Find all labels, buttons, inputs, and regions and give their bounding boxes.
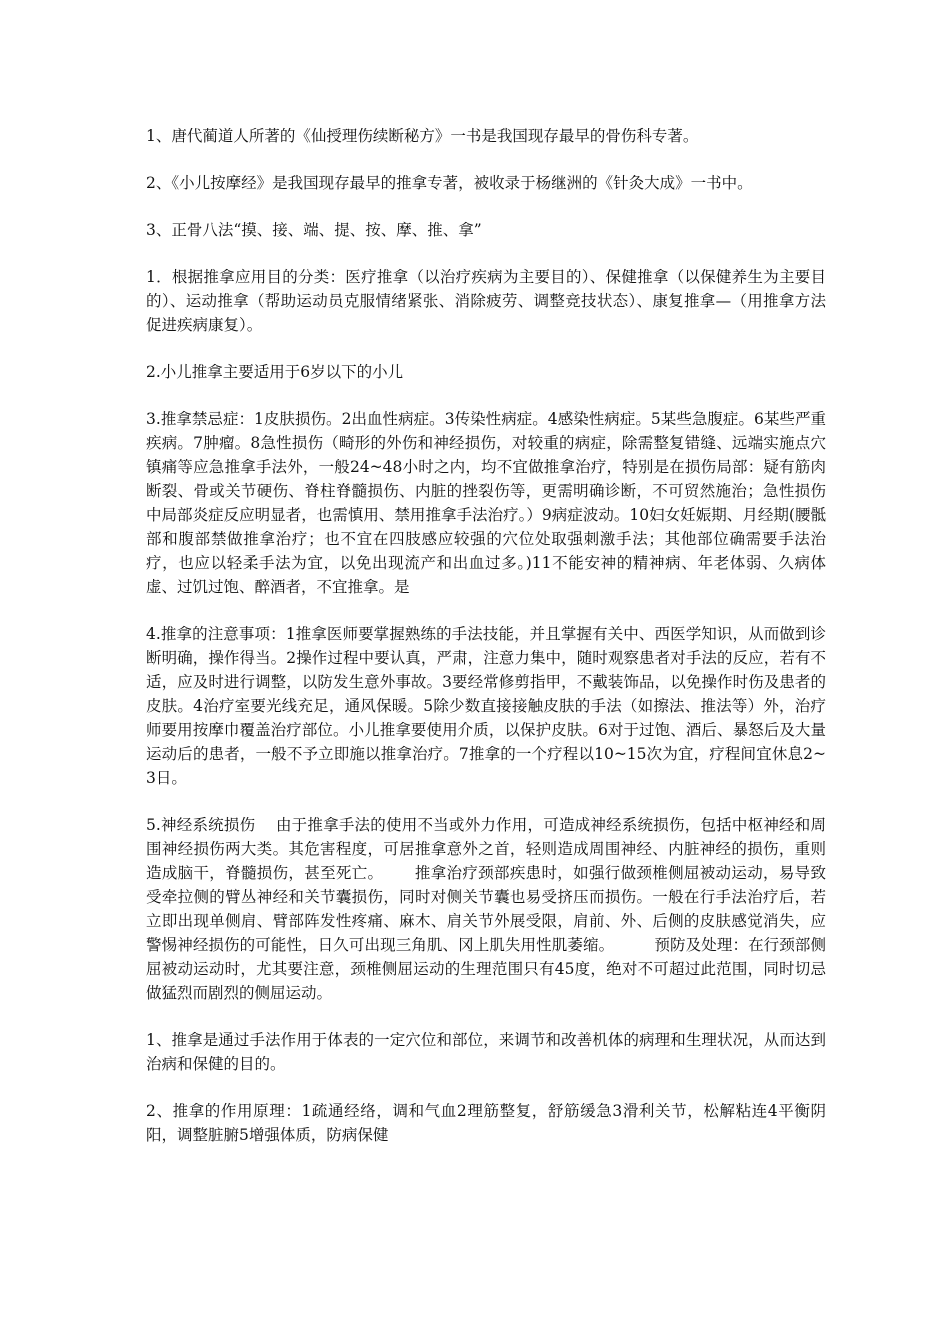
paragraph-5: 2.小儿推拿主要适用于6岁以下的小儿 xyxy=(146,363,404,381)
paragraph-2: 2、《小儿按摩经》是我国现存最早的推拿专著，被收录于杨继洲的《针灸大成》一书中。 xyxy=(146,174,753,192)
paragraph-7: 4.推拿的注意事项：1推拿医师要掌握熟练的手法技能，并且掌握有关中、西医学知识，从而做到诊断明确，操作得当。2操作过程中要认真，严肃，注意力集中，随时观察患者对手法的反应，若有不适，应及时进行调整，以防发生意外事故。3要经常修剪指甲，不戴装饰品，以免操作时伤及患者的皮肤。4治疗室要光线充足，通风保暖。5除少数直接接触皮肤的手法（如擦法、推法等）外，治疗师要用按摩巾覆盖治疗部位。小儿推拿要使用介质，以保护皮肤。6对于过饱、酒后、暴怒后及大量运动后的患者，一般不予立即施以推拿治疗。7推拿的一个疗程以10~15次为宜，疗程间宜休息2~3日。 xyxy=(146,625,826,787)
paragraph-10: 2、推拿的作用原理：1疏通经络，调和气血2理筋整复，舒筋缓急3滑利关节，松解粘连4平衡阴阳，调整脏腑5增强体质，防病保健 xyxy=(146,1102,826,1144)
paragraph-1: 1、唐代蔺道人所著的《仙授理伤续断秘方》一书是我国现存最早的骨伤科专著。 xyxy=(146,127,699,145)
paragraph-8: 5.神经系统损伤 由于推拿手法的使用不当或外力作用，可造成神经系统损伤，包括中枢神经和周围神经损伤两大类。其危害程度，可居推拿意外之首，轻则造成周围神经、内脏神经的损伤，重则造成脑干，脊髓损伤，甚至死亡。 推拿治疗颈部疾患时，如强行做颈椎侧屈被动运动，易导致受牵拉侧的臂丛神经和关节囊损伤，同时对侧关节囊也易受挤压而损伤。一般在行手法治疗后，若立即出现单侧肩、臂部阵发性疼痛、麻木、肩关节外展受限，肩前、外、后侧的皮肤感觉消失，应警惕神经损伤的可能性，日久可出现三角肌、冈上肌失用性肌萎缩。 预防及处理：在行颈部侧屈被动运动时，尤其要注意，颈椎侧屈运动的生理范围只有45度，绝对不可超过此范围，同时切忌做猛烈而剧烈的侧屈运动。 xyxy=(146,816,826,1002)
paragraph-3: 3、正骨八法“摸、接、端、提、按、摩、推、拿” xyxy=(146,221,482,239)
paragraph-9: 1、推拿是通过手法作用于体表的一定穴位和部位，来调节和改善机体的病理和生理状况，从而达到治病和保健的目的。 xyxy=(146,1031,826,1073)
paragraph-6: 3.推拿禁忌症：1皮肤损伤。2出血性病症。3传染性病症。4感染性病症。5某些急腹症。6某些严重疾病。7肿瘤。8急性损伤（畸形的外伤和神经损伤，对较重的病症，除需整复错缝、远端实施点穴镇痛等应急推拿手法外，一般24~48小时之内，均不宜做推拿治疗，特别是在损伤局部：疑有筋肉断裂、骨或关节硬伤、脊柱脊髓损伤、内脏的挫裂伤等，更需明确诊断，不可贸然施治；急性损伤中局部炎症反应明显者，也需慎用、禁用推拿手法治疗。）9病症波动。10妇女妊娠期、月经期(腰骶部和腹部禁做推拿治疗；也不宜在四肢感应较强的穴位处取强刺激手法；其他部位确需要手法治疗，也应以轻柔手法为宜，以免出现流产和出血过多。)11不能安神的精神病、年老体弱、久病体虚、过饥过饱、醉酒者，不宜推拿。是 xyxy=(146,410,826,596)
document-body xyxy=(146,124,826,1170)
paragraph-4: 1．根据推拿应用目的分类：医疗推拿（以治疗疾病为主要目的）、保健推拿（以保健养生为主要目的）、运动推拿（帮助运动员克服情绪紧张、消除疲劳、调整竞技状态）、康复推拿—（用推拿方法促进疾病康复）。 xyxy=(146,268,826,334)
